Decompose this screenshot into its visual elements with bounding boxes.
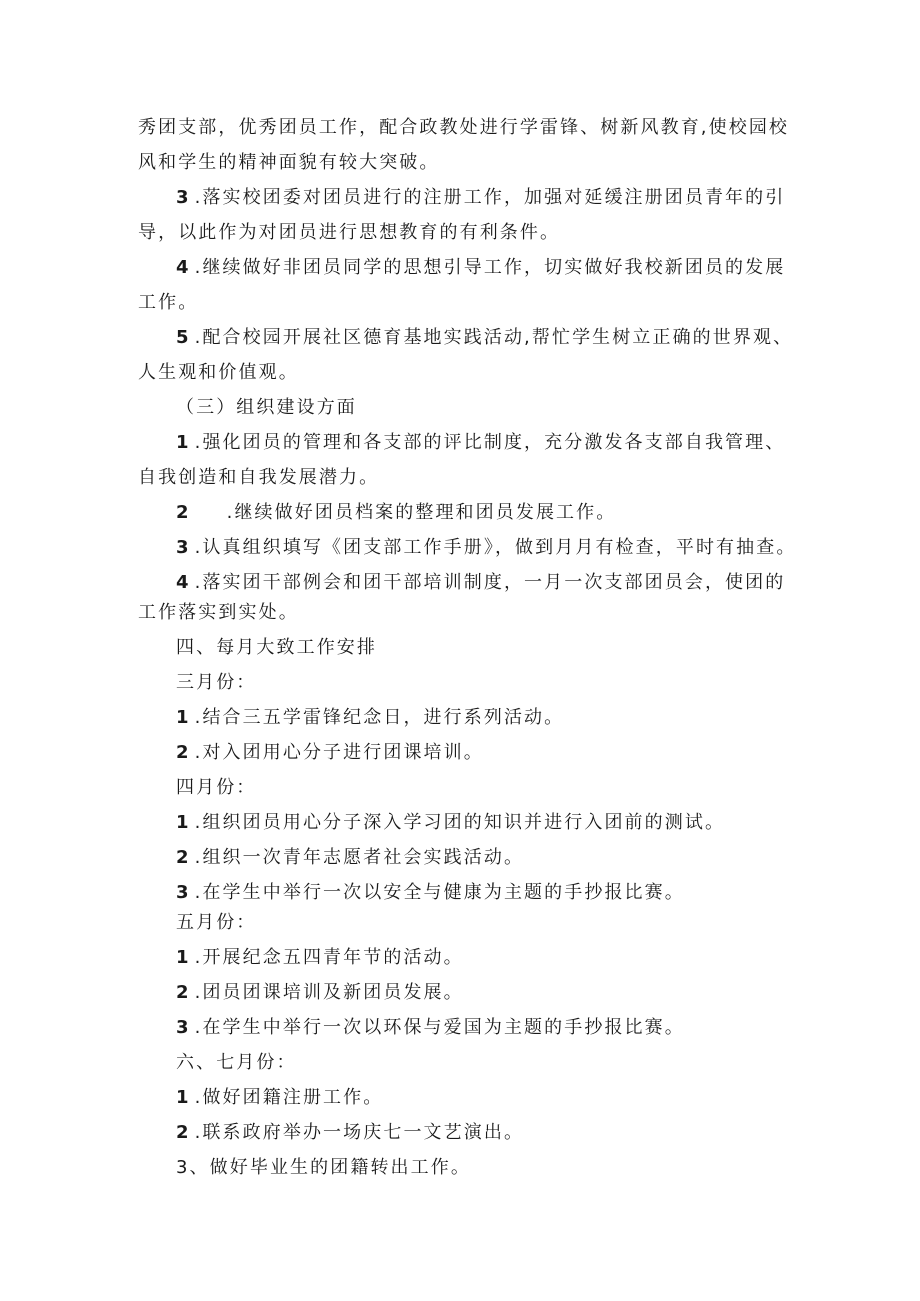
line-text: .组织一次青年志愿者社会实践活动。 xyxy=(194,847,525,868)
line-text: .开展纪念五四青年节的活动。 xyxy=(194,947,464,968)
line-text: .落实校团委对团员进行的注册工作，加强对延缓注册团员青年的引 xyxy=(194,187,786,208)
item-number: 2 xyxy=(176,742,191,763)
month-heading xyxy=(176,1051,297,1075)
item-number: 4 xyxy=(176,572,191,593)
list-item xyxy=(176,501,616,525)
line-text: .认真组织填写《团支部工作手册》，做到月月有检查，平时有抽查。 xyxy=(194,537,797,558)
item-number: 3 xyxy=(176,882,191,903)
line-text: 人生观和价值观。 xyxy=(138,362,299,383)
heading-text: 四月份： xyxy=(176,777,257,798)
heading-text: （三）组织建设方面 xyxy=(176,397,357,418)
item-number: 2 xyxy=(176,502,191,523)
line-text: .做好团籍注册工作。 xyxy=(194,1087,384,1108)
line-text: 3、做好毕业生的团籍转出工作。 xyxy=(176,1157,471,1178)
line-text: 导，以此作为对团员进行思想教育的有利条件。 xyxy=(138,222,561,243)
item-number: 2 xyxy=(176,982,191,1003)
list-item xyxy=(176,706,564,730)
item-number: 2 xyxy=(176,847,191,868)
heading-text: 四、每月大致工作安排 xyxy=(176,637,377,658)
line-text: .落实团干部例会和团干部培训制度，一月一次支部团员会，使团的 xyxy=(194,572,786,593)
list-item xyxy=(176,981,464,1005)
item-number: 1 xyxy=(176,707,191,728)
paragraph-line xyxy=(138,291,198,315)
list-item xyxy=(176,811,725,835)
paragraph-line xyxy=(138,151,440,175)
line-text: .团员团课培训及新团员发展。 xyxy=(194,982,464,1003)
section-heading xyxy=(176,396,357,420)
line-text: .继续做好非团员同学的思想引导工作，切实做好我校新团员的发展 xyxy=(194,257,786,278)
item-number: 1 xyxy=(176,947,191,968)
list-item xyxy=(176,1086,383,1110)
heading-text: 五月份： xyxy=(176,912,257,933)
item-number: 3 xyxy=(176,1017,191,1038)
list-item xyxy=(176,741,484,765)
paragraph-line xyxy=(138,601,299,625)
item-number: 1 xyxy=(176,1087,191,1108)
heading-text: 三月份： xyxy=(176,672,257,693)
item-number: 1 xyxy=(176,812,191,833)
item-number: 3 xyxy=(176,537,191,558)
line-text: .强化团员的管理和各支部的评比制度，充分激发各支部自我管理、 xyxy=(194,432,786,453)
line-text: .继续做好团员档案的整理和团员发展工作。 xyxy=(226,502,617,523)
month-heading xyxy=(176,776,256,800)
list-item xyxy=(176,946,464,970)
list-item xyxy=(176,256,785,280)
list-item xyxy=(176,846,524,870)
line-text: .联系政府举办一场庆七一文艺演出。 xyxy=(194,1122,525,1143)
paragraph-line xyxy=(138,221,560,245)
item-number: 5 xyxy=(176,327,191,348)
line-text: 风和学生的精神面貌有较大突破。 xyxy=(138,152,440,173)
list-item xyxy=(176,571,785,595)
line-text: .组织团员用心分子深入学习团的知识并进行入团前的测试。 xyxy=(194,812,726,833)
paragraph-line xyxy=(138,116,789,140)
line-text: .结合三五学雷锋纪念日，进行系列活动。 xyxy=(194,707,565,728)
list-item xyxy=(176,1156,471,1180)
item-number: 4 xyxy=(176,257,191,278)
list-item xyxy=(176,1016,685,1040)
line-text: 工作。 xyxy=(138,292,199,313)
month-heading xyxy=(176,911,256,935)
line-text: 自我创造和自我发展潜力。 xyxy=(138,467,380,488)
list-item xyxy=(176,1121,524,1145)
section-heading xyxy=(176,636,377,660)
line-text: .在学生中举行一次以环保与爱国为主题的手抄报比赛。 xyxy=(194,1017,685,1038)
list-item xyxy=(176,431,785,455)
list-item xyxy=(176,881,685,905)
line-text: 秀团支部，优秀团员工作，配合政教处进行学雷锋、树新风教育,使校园校 xyxy=(138,117,790,138)
line-text: 工作落实到实处。 xyxy=(138,602,299,623)
item-number: 3 xyxy=(176,187,191,208)
paragraph-line xyxy=(138,361,299,385)
item-number: 1 xyxy=(176,432,191,453)
paragraph-line xyxy=(138,466,379,490)
month-heading xyxy=(176,671,256,695)
heading-text: 六、七月份： xyxy=(176,1052,297,1073)
line-text: .配合校园开展社区德育基地实践活动,帮忙学生树立正确的世界观、 xyxy=(194,327,794,348)
item-number: 2 xyxy=(176,1122,191,1143)
list-item xyxy=(176,326,793,350)
list-item xyxy=(176,536,796,560)
line-text: .在学生中举行一次以安全与健康为主题的手抄报比赛。 xyxy=(194,882,685,903)
line-text: .对入团用心分子进行团课培训。 xyxy=(194,742,484,763)
list-item xyxy=(176,186,785,210)
